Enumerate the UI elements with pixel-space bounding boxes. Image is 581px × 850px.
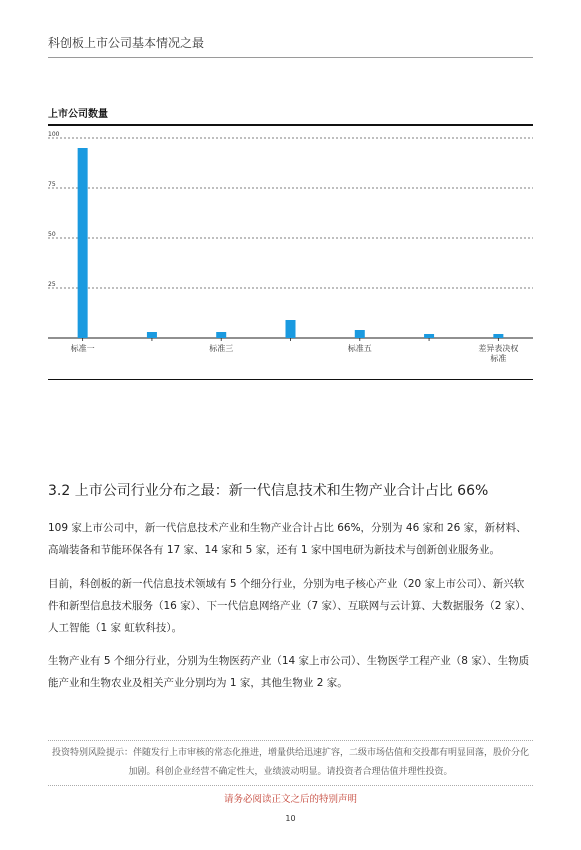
bar-3: [216, 332, 226, 338]
y-tick-label: 75: [48, 181, 56, 188]
risk-top-divider: [48, 740, 533, 741]
risk-disclaimer: 投资特别风险提示：伴随发行上市审核的常态化推进，增量供给迅速扩容，二级市场估值和交投都有明显回落，股价分化加剧。科创企业经营不确定性大，业绩波动明显。请投资者合理估值并理性投资。: [51, 748, 529, 777]
section-title: 3.2 上市公司行业分布之最：新一代信息技术和生物产业合计占比 66%: [48, 483, 489, 499]
x-tick-label: 标准五: [347, 344, 372, 353]
page-header-title: 科创板上市公司基本情况之最: [48, 36, 205, 50]
paragraph-industry-distribution: 109 家上市公司中，新一代信息技术产业和生物产业合计占比 66%，分别为 46 家和 26 家，新材料、高端装备和节能环保各有 17 家、14 家和 5 家，还有 1 家中国电研为新技术与创新创业服务业。: [48, 522, 527, 556]
paragraph-bio-subsectors: 生物产业有 5 个细分行业，分别为生物医药产业（14 家上市公司）、生物医学工程产业（8 家）、生物质能产业和生物农业及相关产业分别均为 1 家，其他生物业 2 家。: [48, 655, 530, 689]
y-tick-label: 50: [48, 231, 56, 238]
y-tick-label: 100: [48, 131, 60, 138]
x-tick-label: 差异表决权: [478, 344, 519, 353]
chart-bottom-rule: [48, 379, 533, 380]
page-number: 10: [285, 814, 296, 823]
bar-5: [355, 330, 365, 338]
paragraph-it-subsectors: 目前，科创板的新一代信息技术领域有 5 个细分行业，分别为电子核心产业（20 家上市公司）、新兴软件和新型信息技术服务（16 家）、下一代信息网络产业（7 家）、互联网与云计算、大数据服务（2 家）、人工智能（1 家 虹软科技）。: [48, 578, 531, 634]
risk-bottom-divider: [48, 785, 533, 786]
bar-6: [424, 334, 434, 338]
disclaimer-notice: 请务必阅读正文之后的特别声明: [223, 794, 357, 805]
bar-1: [78, 148, 88, 338]
x-tick-label: 标准一: [70, 344, 95, 353]
bar-4: [286, 320, 296, 338]
chart-title: 上市公司数量: [48, 109, 108, 120]
bar-2: [147, 332, 157, 338]
x-tick-label: 标准三: [209, 344, 234, 353]
bar-7: [493, 334, 503, 338]
y-tick-label: 25: [48, 281, 56, 288]
x-tick-label: 标准: [490, 354, 507, 363]
